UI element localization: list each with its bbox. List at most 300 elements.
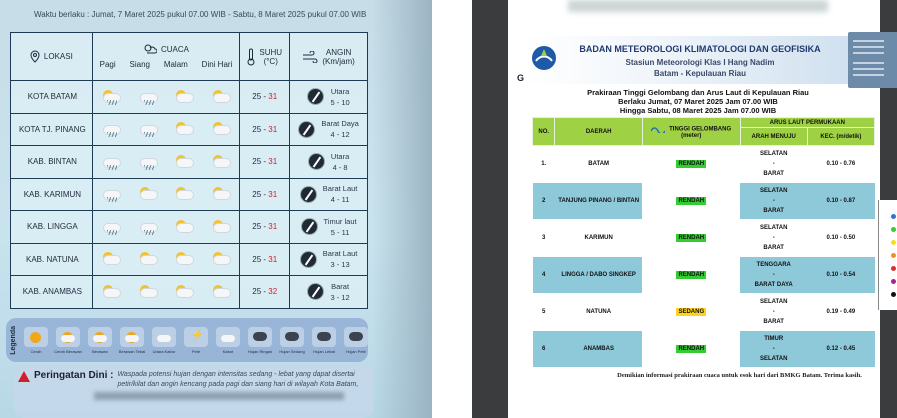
location-name: KOTA BATAM (11, 81, 93, 114)
cloud-shape (177, 94, 193, 102)
region-name: NATUNA (555, 294, 643, 331)
direction-separator: - (772, 346, 775, 352)
wave-height-cell (642, 146, 740, 183)
wave-row (533, 183, 875, 220)
cloudy-rain-icon (137, 220, 159, 234)
cloud-shape (141, 289, 157, 297)
direction-from: TIMUR (764, 336, 784, 342)
cloud-shape (157, 335, 171, 342)
header-lokasi (11, 33, 93, 81)
legend-label: Berawan (92, 348, 108, 354)
current-speed: 0.10 - 0.50 (807, 220, 874, 257)
wind-info (290, 118, 367, 140)
direction-to: SELATAN (759, 356, 788, 362)
legend-item (247, 327, 273, 354)
cloud-shape (214, 256, 230, 264)
legend-dot (891, 253, 896, 258)
rain-shape (144, 165, 154, 170)
forecast-row (11, 276, 368, 309)
region-name: LINGGA / DABO SINGKEP (555, 257, 643, 294)
wind-info (290, 183, 367, 205)
cloud-shape (177, 126, 193, 134)
wind-icon (302, 51, 318, 63)
legend-dot (891, 227, 896, 232)
wind-text (321, 118, 359, 140)
current-direction-cell (740, 183, 807, 220)
wind-speed: 3 - 13 (330, 260, 350, 270)
cloud-shape (177, 289, 193, 297)
direction-separator: - (772, 161, 775, 167)
wind-text (323, 248, 358, 270)
legend-item (311, 327, 337, 354)
cloudy-rain-icon (100, 187, 122, 201)
cloudy-rain-icon (137, 155, 159, 169)
cloud-shape (177, 224, 193, 232)
wind-direction: Utara (330, 86, 350, 96)
rain-shape (107, 197, 117, 202)
legend-label: Hujan Lebat (313, 348, 335, 354)
row-number: 4 (533, 257, 555, 294)
period-siang: Siang (129, 60, 150, 69)
weather-icons-cell (92, 146, 240, 179)
warning-text: Waspada potensi hujan dengan intensitas sedang - lebat yang dapat disertai petir/kilat dan angin kencang pada pagi dan siang hari di wilayah Kota Batam, (117, 371, 359, 388)
g-mark: G (517, 73, 525, 83)
header-kec: KEC. (m/detik) (807, 128, 874, 146)
lightning-icon (184, 327, 208, 347)
bmkg-header (524, 36, 854, 84)
row-number: 2 (533, 183, 555, 220)
cloudy-rain-icon (137, 90, 159, 104)
current-speed: 0.12 - 0.45 (807, 331, 874, 368)
wind-speed: 4 - 11 (330, 195, 350, 205)
direction-separator: - (772, 198, 775, 204)
temp-high: 31 (268, 92, 278, 102)
current-speed: 0.10 - 0.87 (807, 183, 874, 220)
rain-shape (144, 132, 154, 137)
weather-icons (93, 90, 240, 104)
wave-table (532, 117, 875, 368)
valid-from: Berlaku Jumat, 07 Maret 2025 Jam 07.00 WIB (618, 97, 778, 106)
legend-item (343, 327, 369, 354)
wind-direction: Barat Laut (322, 249, 358, 259)
cloud-shape (221, 335, 235, 342)
current-direction-cell (740, 294, 807, 331)
weather-header-icon (143, 44, 157, 54)
temp-high: 31 (268, 222, 278, 232)
partly-cloudy-icon (210, 122, 232, 136)
legend-item (279, 327, 305, 354)
partly-cloudy-icon (173, 285, 195, 299)
cloud-shape (93, 335, 107, 342)
legend-label: Berawan Tebal (118, 348, 146, 354)
wind-text (324, 216, 357, 238)
legend-item (183, 327, 209, 354)
side-contact-strip (884, 34, 897, 84)
partly-cloudy-icon (137, 252, 159, 266)
weather-icons-cell (92, 113, 240, 146)
wind-speed: 3 - 12 (330, 292, 350, 302)
wind-cell (290, 276, 368, 309)
partly-cloudy-icon (137, 285, 159, 299)
wind-text (330, 281, 349, 303)
light-rain-icon (248, 327, 272, 347)
wind-cell (290, 243, 368, 276)
forecast-table (10, 32, 368, 309)
wind-direction: Utara (330, 151, 350, 161)
legend-dot (891, 240, 896, 245)
rain-shape (144, 230, 154, 235)
row-number: 5 (533, 294, 555, 331)
wind-speed: 5 - 11 (330, 227, 350, 237)
wave-icon (651, 125, 665, 133)
cloud-shape (104, 289, 120, 297)
legend-item (55, 327, 81, 354)
current-direction-cell (740, 257, 807, 294)
temperature-cell: 25 - 31 (240, 211, 290, 244)
period-malam: Malam (163, 60, 188, 69)
wind-text (331, 151, 349, 173)
partly-cloudy-icon (210, 220, 232, 234)
storm-cloud-shape (285, 332, 299, 341)
location-pin-icon (30, 50, 40, 63)
current-direction-cell (740, 220, 807, 257)
header-arah: ARAH MENUJU (740, 128, 807, 146)
compass-icon (298, 121, 315, 138)
wind-info (290, 216, 367, 238)
compass-icon (301, 218, 318, 235)
direction-separator: - (772, 309, 775, 315)
legend-label: Kabut (222, 348, 234, 354)
cloudy-icon (120, 327, 144, 347)
legend-label: Hujan Petir (346, 348, 366, 354)
wind-text (330, 86, 349, 108)
weather-icons-cell (92, 243, 240, 276)
cloud-shape (177, 191, 193, 199)
partly-cloudy-icon (173, 220, 195, 234)
wave-row (533, 294, 875, 331)
legend-dot (891, 292, 896, 297)
partly-cloudy-icon (100, 252, 122, 266)
wave-height-cell (642, 294, 740, 331)
weather-icons-cell (92, 178, 240, 211)
direction-to: BARAT (763, 319, 784, 325)
warning-title: Peringatan Dini : (34, 370, 114, 381)
legend-label: Hujan Ringan (247, 348, 273, 354)
partly-cloudy-icon (88, 327, 112, 347)
header-suhu-unit: (°C) (263, 56, 278, 66)
temperature-cell: 25 - 32 (240, 276, 290, 309)
direction-to: BARAT (763, 245, 784, 251)
footer-note: Demikian informasi prakiraan cuaca untuk esok hari dari BMKG Batam. Terima kasih. (617, 372, 862, 379)
location-name: KAB. ANAMBAS (11, 276, 93, 309)
temp-low: 25 (252, 124, 262, 134)
location-name: KAB. KARIMUN (11, 178, 93, 211)
direction-separator: - (772, 235, 775, 241)
storm-cloud-shape (349, 332, 363, 341)
wind-cell (290, 113, 368, 146)
compass-icon (307, 88, 324, 105)
wind-speed: 5 - 10 (330, 97, 350, 107)
sun-shape (30, 332, 41, 343)
period-pagi: Pagi (99, 60, 116, 69)
wind-info (290, 281, 367, 303)
wave-level-badge: RENDAH (678, 198, 705, 204)
weather-icons (93, 285, 240, 299)
location-name: KAB. LINGGA (11, 211, 93, 244)
partly-cloudy-rain-icon (100, 90, 122, 104)
wind-speed: 4 - 12 (330, 130, 350, 140)
cloudy-rain-icon (100, 122, 122, 136)
partly-cloudy-icon (210, 187, 232, 201)
legend-item (87, 327, 113, 354)
direction-from: SELATAN (759, 225, 788, 231)
legend-item (119, 327, 145, 354)
header-angin (290, 33, 368, 81)
wave-level-badge: RENDAH (678, 161, 705, 167)
row-number: 6 (533, 331, 555, 368)
legend-label: Hujan Sedang (279, 348, 305, 354)
legend-dot (891, 279, 896, 284)
temperature-cell: 25 - 31 (240, 243, 290, 276)
cloud-shape (141, 256, 157, 264)
haze-icon (152, 327, 176, 347)
temp-high: 31 (268, 189, 278, 199)
partly-cloudy-icon (210, 155, 232, 169)
cloudy-rain-icon (100, 155, 122, 169)
wave-row (533, 331, 875, 368)
weather-icons-cell (92, 211, 240, 244)
partly-cloudy-icon (173, 122, 195, 136)
wave-level-badge: RENDAH (678, 272, 705, 278)
warning-icon (18, 371, 30, 382)
cloud-shape (214, 159, 230, 167)
compass-icon (300, 186, 317, 203)
header-tinggi (642, 118, 740, 146)
header-suhu (240, 33, 290, 81)
legend-dot (891, 214, 896, 219)
cloud-shape (214, 94, 230, 102)
wave-row (533, 146, 875, 183)
cloud-shape (214, 191, 230, 199)
cloud-shape (125, 335, 139, 342)
temp-high: 32 (268, 287, 278, 297)
direction-separator: - (772, 272, 775, 278)
temp-high: 31 (268, 157, 278, 167)
header-tinggi-label: TINGGI GELOMBANG (669, 126, 732, 133)
mostly-sunny-icon (56, 327, 80, 347)
current-direction-cell (740, 146, 807, 183)
blurred-text (94, 392, 344, 400)
temperature-cell: 25 - 31 (240, 113, 290, 146)
temp-low: 25 (252, 287, 262, 297)
direction-from: SELATAN (759, 188, 788, 194)
partly-cloudy-icon (173, 187, 195, 201)
wave-level-badge: RENDAH (678, 235, 705, 241)
wind-text (323, 183, 358, 205)
current-speed: 0.10 - 0.54 (807, 257, 874, 294)
header-cuaca-label: CUACA (160, 44, 189, 54)
wind-cell (290, 211, 368, 244)
header-no: NO. (533, 118, 555, 146)
row-number: 1. (533, 146, 555, 183)
direction-to: BARAT (763, 171, 784, 177)
header-arus: ARUS LAUT PERMUKAAN (740, 118, 874, 128)
temp-low: 25 (252, 254, 262, 264)
compass-icon (308, 153, 325, 170)
cloud-shape (214, 289, 230, 297)
wind-cell (290, 146, 368, 179)
location-name: KOTA TJ. PINANG (11, 113, 93, 146)
cloudy-rain-icon (137, 122, 159, 136)
bmkg-logo-icon (530, 44, 558, 72)
wind-info (290, 248, 367, 270)
current-speed: 0.10 - 0.76 (807, 146, 874, 183)
temp-low: 25 (252, 92, 262, 102)
wind-info (290, 86, 367, 108)
wave-forecast-panel (472, 0, 897, 418)
forecast-row (11, 211, 368, 244)
wind-direction: Timur laut (323, 216, 357, 226)
weather-forecast-panel (0, 0, 432, 418)
blurred-header (568, 0, 828, 12)
wave-row (533, 257, 875, 294)
temp-high: 31 (268, 254, 278, 264)
heavy-rain-icon (312, 327, 336, 347)
forecast-row (11, 178, 368, 211)
legend-item (23, 327, 49, 354)
station-location: Batam - Kepulauan Riau (653, 69, 746, 78)
partly-cloudy-icon (210, 285, 232, 299)
bolt-shape: ⚡ (191, 329, 204, 341)
partly-cloudy-icon (173, 155, 195, 169)
header-angin-unit: (Km/jam) (322, 56, 355, 66)
region-name: TANJUNG PINANG / BINTAN (555, 183, 643, 220)
region-name: KARIMUN (555, 220, 643, 257)
rain-shape (107, 132, 117, 137)
forecast-row (11, 146, 368, 179)
temp-low: 25 (252, 222, 262, 232)
cloud-shape (214, 224, 230, 232)
direction-from: TENGGARA (756, 262, 791, 268)
thermometer-icon (247, 48, 255, 66)
doc-title: Prakiraan Tinggi Gelombang dan Arus Laut di Kepulauan Riau (587, 88, 809, 97)
wave-height-cell (642, 183, 740, 220)
cloudy-rain-icon (100, 220, 122, 234)
wave-level-badge: RENDAH (678, 346, 705, 352)
validity-text: Waktu berlaku : Jumat, 7 Maret 2025 pukul 07.00 WIB - Sabtu, 8 Maret 2025 pukul 07.00 WIB (34, 10, 367, 19)
weather-icons-cell (92, 81, 240, 114)
moderate-rain-icon (280, 327, 304, 347)
region-name: BATAM (555, 146, 643, 183)
weather-icons (93, 155, 240, 169)
wind-speed: 4 - 8 (332, 162, 348, 172)
header-suhu-label: SUHU (259, 47, 283, 57)
partly-cloudy-icon (137, 187, 159, 201)
partly-cloudy-icon (173, 252, 195, 266)
legend-dot (891, 266, 896, 271)
partly-cloudy-icon (210, 252, 232, 266)
temperature-cell: 25 - 31 (240, 146, 290, 179)
sunny-icon (24, 327, 48, 347)
current-speed: 0.19 - 0.49 (807, 294, 874, 331)
legend-title: Legenda (10, 325, 17, 355)
wind-cell (290, 178, 368, 211)
temp-low: 25 (252, 189, 262, 199)
weather-icons-cell (92, 276, 240, 309)
org-name: BADAN METEOROLOGI KLIMATOLOGI DAN GEOFISIKA (579, 44, 821, 54)
valid-to: Hingga Sabtu, 08 Maret 2025 Jam 07.00 WIB (619, 106, 777, 115)
early-warning-box (14, 366, 374, 418)
direction-from: SELATAN (759, 151, 788, 157)
temperature-cell: 25 - 31 (240, 178, 290, 211)
legend-label: Cerah Berawan (54, 348, 82, 354)
location-name: KAB. BINTAN (11, 146, 93, 179)
wind-cell (290, 81, 368, 114)
cloud-shape (214, 126, 230, 134)
wave-height-cell (642, 257, 740, 294)
location-name: KAB. NATUNA (11, 243, 93, 276)
divider-gap (432, 0, 472, 418)
direction-to: BARAT DAYA (754, 282, 793, 288)
cloud-shape (177, 159, 193, 167)
weather-legend (6, 318, 368, 362)
weather-icons (93, 252, 240, 266)
forecast-row (11, 243, 368, 276)
rain-shape (107, 100, 117, 105)
compass-icon (300, 251, 317, 268)
weather-icons (93, 122, 240, 136)
rain-shape (144, 100, 154, 105)
direction-to: BARAT (763, 208, 784, 214)
fog-icon (216, 327, 240, 347)
row-number: 3 (533, 220, 555, 257)
wind-direction: Barat Laut (322, 184, 358, 194)
legend-label: Petir (191, 348, 201, 354)
cloud-shape (141, 191, 157, 199)
header-lokasi-label: LOKASI (43, 52, 73, 61)
temp-low: 25 (252, 157, 262, 167)
compass-icon (307, 283, 324, 300)
partly-cloudy-icon (173, 90, 195, 104)
header-tinggi-unit: (meter) (681, 132, 702, 139)
side-color-legend (878, 200, 897, 310)
header-daerah: DAERAH (555, 118, 643, 146)
legend-item (215, 327, 241, 354)
wind-direction: Barat Daya (321, 119, 359, 129)
rain-shape (107, 230, 117, 235)
wave-level-badge: SEDANG (678, 309, 705, 315)
current-direction-cell (740, 331, 807, 368)
storm-cloud-shape (253, 332, 267, 341)
legend-label: Cerah (30, 348, 42, 354)
header-cuaca (92, 33, 240, 81)
wind-info (290, 151, 367, 173)
storm-cloud-shape (317, 332, 331, 341)
partly-cloudy-icon (210, 90, 232, 104)
wave-height-cell (642, 331, 740, 368)
wave-row (533, 220, 875, 257)
rain-shape (107, 165, 117, 170)
cloud-shape (104, 256, 120, 264)
region-name: ANAMBAS (555, 331, 643, 368)
weather-icons (93, 220, 240, 234)
thunderstorm-icon (344, 327, 368, 347)
wave-height-cell (642, 220, 740, 257)
forecast-row (11, 81, 368, 114)
wind-direction: Barat (331, 281, 350, 291)
period-dini-hari: Dini Hari (201, 60, 233, 69)
partly-cloudy-icon (100, 285, 122, 299)
